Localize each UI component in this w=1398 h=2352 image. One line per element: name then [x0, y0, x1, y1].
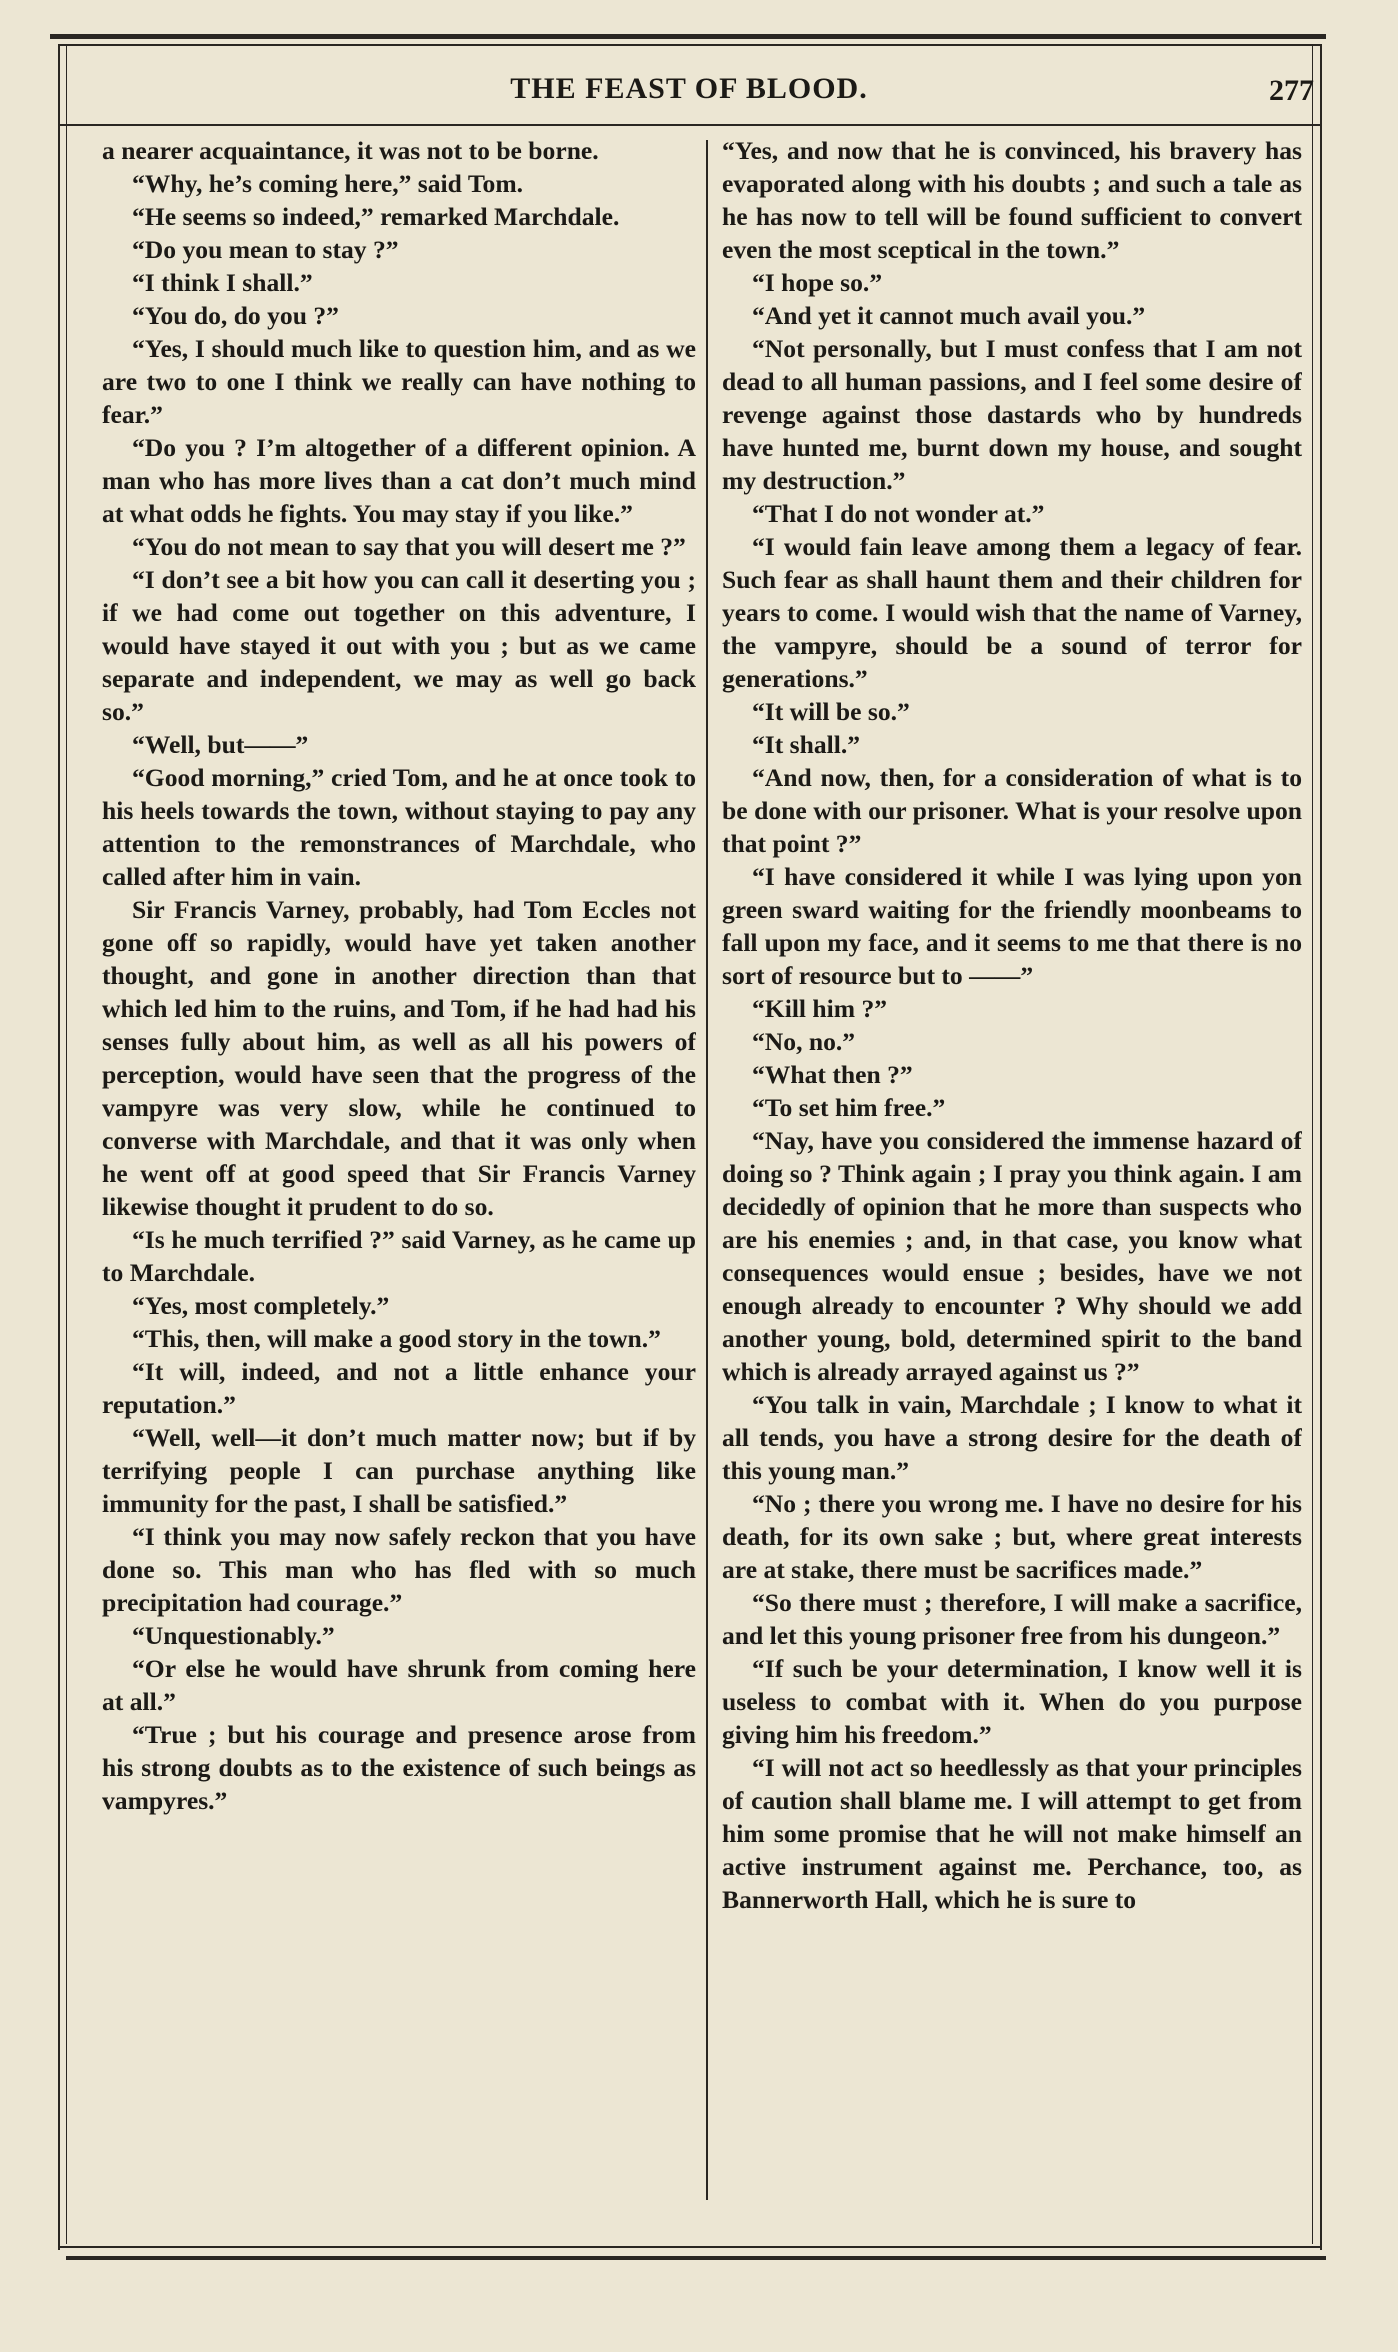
paragraph: “Do you mean to stay ?”: [132, 235, 399, 264]
page-title: THE FEAST OF BLOOD.: [510, 72, 868, 105]
paragraph: “True ; but his courage and presence arose from his strong doubts as to the existence of such beings as vampyres.”: [102, 1720, 696, 1815]
paragraph: “No ; there you wrong me. I have no desire for his death, for its own sake ; but, where great interests are at stake, there must be sacrifices made.”: [722, 1489, 1302, 1584]
page-number: 277: [1269, 74, 1314, 107]
left-text-column: [102, 134, 696, 2194]
paragraph: “Yes, I should much like to question him, and as we are two to one I think we really can have nothing to fear.”: [102, 334, 696, 429]
bottom-rule-thick: [66, 2256, 1326, 2260]
paragraph: “I think you may now safely reckon that you have done so. This man who has fled with so much precipitation had courage.”: [102, 1522, 696, 1617]
paragraph: “I hope so.”: [752, 268, 883, 297]
paragraph: “You do not mean to say that you will desert me ?”: [132, 532, 686, 561]
paragraph: “To set him free.”: [752, 1093, 946, 1122]
paragraph: “It will, indeed, and not a little enhance your reputation.”: [102, 1357, 696, 1419]
paragraph: “I have considered it while I was lying upon yon green sward waiting for the friendly moonbeams to fall upon my face, and it seems to me that there is no sort of resource but to ——”: [722, 862, 1302, 990]
paragraph: “That I do not wonder at.”: [752, 499, 1045, 528]
paragraph: “This, then, will make a good story in the town.”: [132, 1324, 661, 1353]
right-text-column: [722, 134, 1302, 2194]
paragraph: “Do you ? I’m altogether of a different opinion. A man who has more lives than a cat don’t much mind at what odds he fights. You may stay if you like.”: [102, 433, 696, 528]
running-header: [58, 64, 1320, 120]
paragraph: “So there must ; therefore, I will make a sacrifice, and let this young prisoner free from his dungeon.”: [722, 1588, 1302, 1650]
paragraph: “I don’t see a bit how you can call it deserting you ; if we had come out together on this adventure, I would have stayed it out with you ; but as we came separate and independent, we may as well go back so.”: [102, 565, 696, 726]
paragraph: “I think I shall.”: [132, 268, 313, 297]
paragraph: “And now, then, for a consideration of what is to be done with our prisoner. What is your resolve upon that point ?”: [722, 763, 1302, 858]
top-double-rule-thick: [50, 34, 1326, 39]
paragraph: “Why, he’s coming here,” said Tom.: [132, 169, 524, 198]
paragraph: “You talk in vain, Marchdale ; I know to what it all tends, you have a strong desire for the death of this young man.”: [722, 1390, 1302, 1485]
paragraph: “No, no.”: [752, 1027, 856, 1056]
paragraph: “Well, but——”: [132, 730, 309, 759]
paragraph: “It will be so.”: [752, 697, 910, 726]
left-border-rule: [58, 44, 60, 2250]
paragraph: “Is he much terrified ?” said Varney, as he came up to Marchdale.: [102, 1225, 696, 1287]
paragraph: “I would fain leave among them a legacy of fear. Such fear as shall haunt them and their children for years to come. I would wish that the name of Varney, the vampyre, should be a sound of terror for generations.”: [722, 532, 1302, 693]
paragraph: “Yes, most completely.”: [132, 1291, 390, 1320]
paragraph: a nearer acquaintance, it was not to be borne.: [102, 136, 599, 165]
paragraph: “Well, well—it don’t much matter now; but if by terrifying people I can purchase anything like immunity for the past, I shall be satisfied.”: [102, 1423, 696, 1518]
header-underline-rule: [58, 124, 1320, 126]
paragraph: “Or else he would have shrunk from coming here at all.”: [102, 1654, 696, 1716]
paragraph: “I will not act so heedlessly as that your principles of caution shall blame me. I will attempt to get from him some promise that he will not make himself an active instrument against me. Perchance, too, as Bannerworth Hall, which he is sure to: [722, 1753, 1302, 1914]
right-border-rule-inner: [1312, 44, 1313, 2244]
paragraph: “It shall.”: [752, 730, 861, 759]
left-border-rule-inner: [66, 44, 67, 2244]
paragraph: “Kill him ?”: [752, 994, 888, 1023]
paragraph: Sir Francis Varney, probably, had Tom Eccles not gone off so rapidly, would have yet taken another thought, and gone in another direction than that which led him to the ruins, and Tom, if he had had his senses fully about him, as well as all his powers of perception, would have seen that the progress of the vampyre was very slow, while he continued to converse with Marchdale, and that it was only when he went off at good speed that Sir Francis Varney likewise thought it prudent to do so.: [102, 895, 696, 1221]
bottom-rule-thin: [58, 2246, 1320, 2248]
paragraph: “What then ?”: [752, 1060, 913, 1089]
paragraph: “Yes, and now that he is convinced, his bravery has evaporated along with his doubts ; and such a tale as he has now to tell will be found sufficient to convert even the most sceptical in the town.”: [722, 136, 1302, 264]
top-double-rule-thin: [58, 44, 1320, 46]
paragraph: “Good morning,” cried Tom, and he at once took to his heels towards the town, without staying to pay any attention to the remonstrances of Marchdale, who called after him in vain.: [102, 763, 696, 891]
paragraph: “And yet it cannot much avail you.”: [752, 301, 1146, 330]
column-divider-rule: [706, 140, 708, 2200]
paragraph: “Not personally, but I must confess that I am not dead to all human passions, and I feel some desire of revenge against those dastards who by hundreds have hunted me, burnt down my house, and sought my destruction.”: [722, 334, 1302, 495]
right-border-rule: [1320, 44, 1322, 2250]
paragraph: “Unquestionably.”: [132, 1621, 335, 1650]
paragraph: “If such be your determination, I know well it is useless to combat with it. When do you purpose giving him his freedom.”: [722, 1654, 1302, 1749]
paragraph: “Nay, have you considered the immense hazard of doing so ? Think again ; I pray you think again. I am decidedly of opinion that he more than suspects who are his enemies ; and, in that case, you know what consequences would ensue ; besides, have we not enough already to encounter ? Why should we add another young, bold, determined spirit to the band which is already arrayed against us ?”: [722, 1126, 1302, 1386]
paragraph: “He seems so indeed,” remarked Marchdale.: [132, 202, 620, 231]
paragraph: “You do, do you ?”: [132, 301, 339, 330]
